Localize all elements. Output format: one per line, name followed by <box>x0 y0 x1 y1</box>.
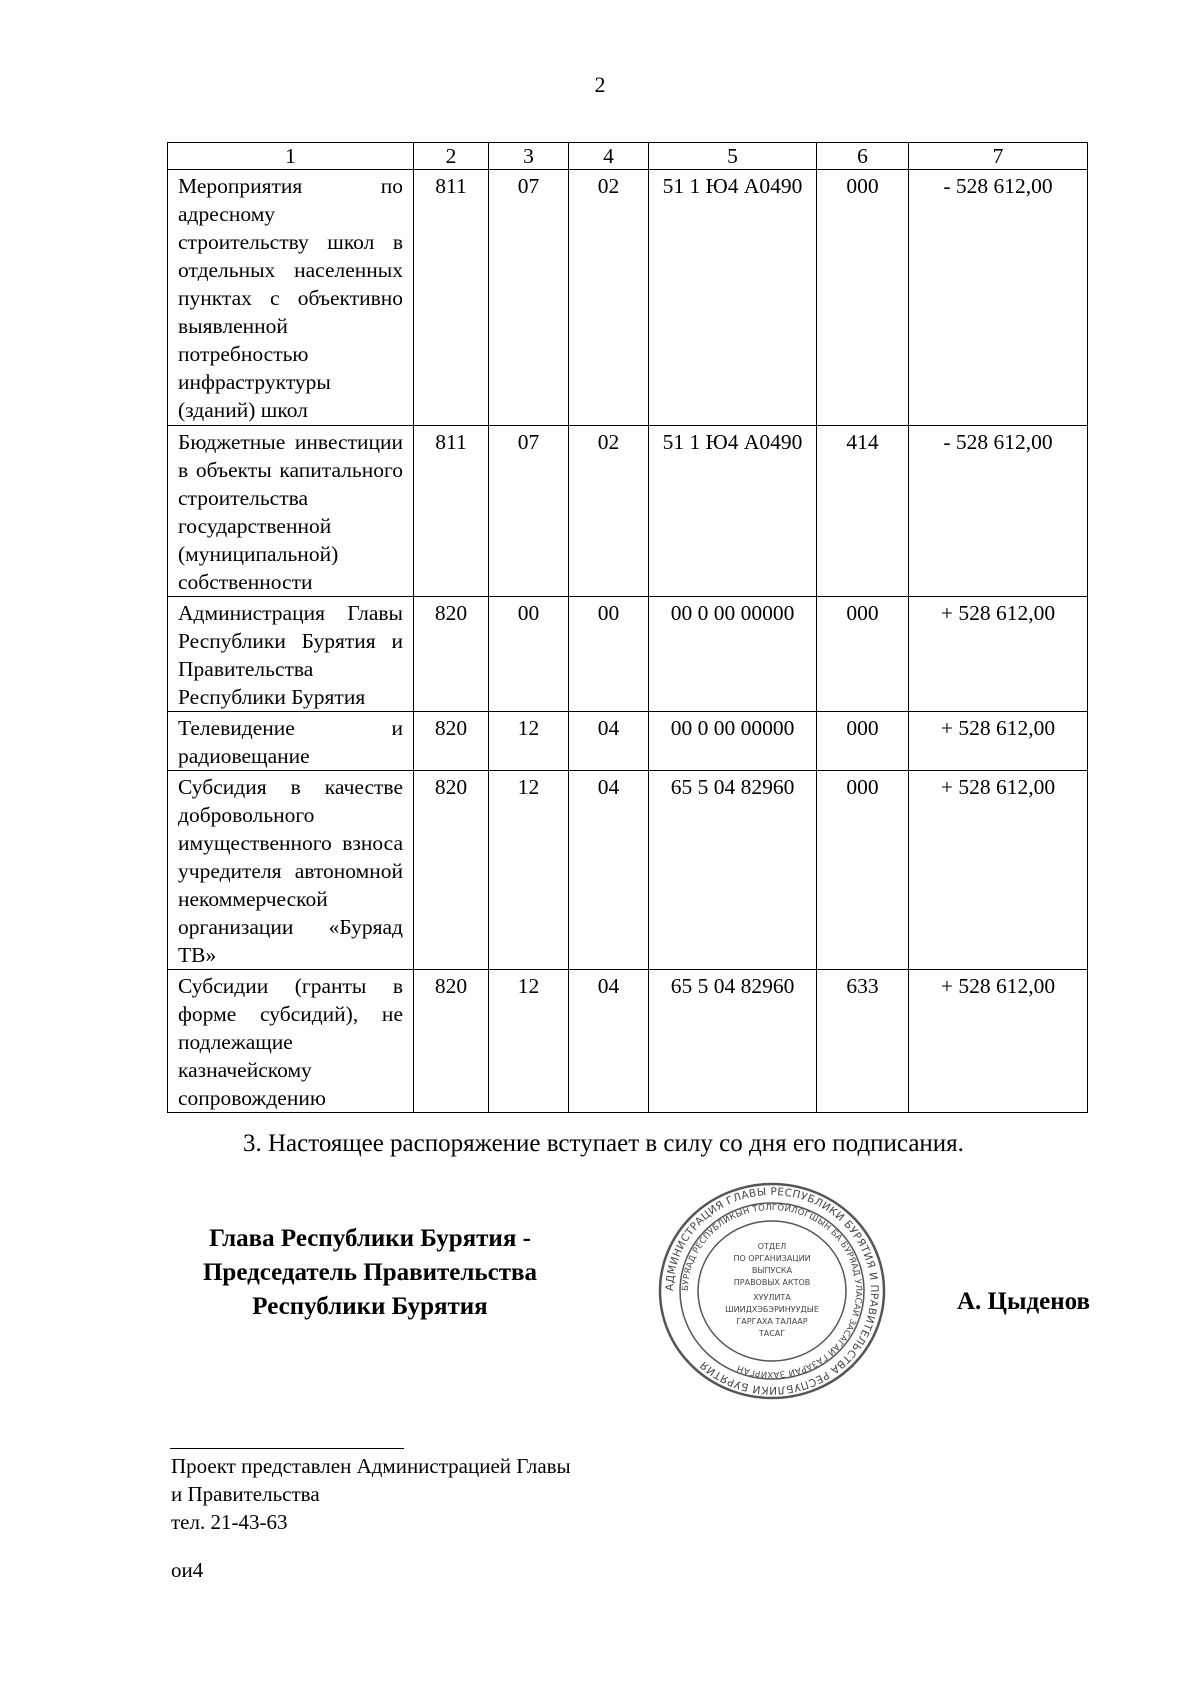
cell-amount: + 528 612,00 <box>909 712 1088 771</box>
cell-ministry-code: 811 <box>414 170 489 426</box>
signer-title-line: Республики Бурятия <box>252 1293 488 1320</box>
cell-target-article: 51 1 Ю4 А0490 <box>649 426 817 597</box>
seal-center-line: ПО ОРГАНИЗАЦИИ <box>733 1254 811 1263</box>
cell-expense-type: 000 <box>817 712 909 771</box>
cell-subsection: 04 <box>569 771 649 970</box>
cell-amount: + 528 612,00 <box>909 970 1088 1113</box>
cell-subsection: 04 <box>569 970 649 1113</box>
cell-expense-type: 000 <box>817 597 909 712</box>
seal-center-line: ШИИДХЭБЭРИНУУДЫЕ <box>725 1305 819 1314</box>
row-description: Мероприятия по адресному строительству школ в отдельных населенных пунктах с объективно выявленной потребностью инфраструктуры (зданий) школ <box>168 170 414 426</box>
cell-ministry-code: 820 <box>414 970 489 1113</box>
cell-amount: + 528 612,00 <box>909 597 1088 712</box>
cell-target-article: 00 0 00 00000 <box>649 712 817 771</box>
cell-expense-type: 414 <box>817 426 909 597</box>
cell-expense-type: 000 <box>817 771 909 970</box>
cell-expense-type: 000 <box>817 170 909 426</box>
signer-title <box>160 1222 580 1324</box>
seal-center-line: ТАСАГ <box>758 1329 786 1338</box>
cell-amount: + 528 612,00 <box>909 771 1088 970</box>
cell-ministry-code: 820 <box>414 771 489 970</box>
footnote-divider <box>170 1448 404 1449</box>
cell-subsection: 02 <box>569 170 649 426</box>
cell-section: 00 <box>489 597 569 712</box>
seal-center-line: ОТДЕЛ <box>757 1242 787 1251</box>
cell-target-article: 65 5 04 82960 <box>649 771 817 970</box>
cell-ministry-code: 820 <box>414 712 489 771</box>
signer-name: А. Цыденов <box>956 1288 1090 1315</box>
cell-section: 12 <box>489 970 569 1113</box>
signer-title-line: Председатель Правительства <box>202 1259 538 1286</box>
cell-subsection: 04 <box>569 712 649 771</box>
cell-section: 07 <box>489 170 569 426</box>
official-seal <box>657 1182 887 1400</box>
cell-subsection: 02 <box>569 426 649 597</box>
seal-center-line: ХУУЛИТА <box>753 1293 791 1302</box>
seal-outer-text: АДМИНИСТРАЦИЯ ГЛАВЫ РЕСПУБЛИКИ БУРЯТИЯ И ПРАВИТЕЛЬСТВА РЕСПУБЛИКИ БУРЯТИЯ <box>663 1185 881 1397</box>
cell-section: 12 <box>489 771 569 970</box>
row-description: Телевидение и радиовещание <box>168 712 414 771</box>
table-row <box>168 970 1088 1113</box>
seal-outer-ring <box>660 1184 884 1398</box>
table-row <box>168 712 1088 771</box>
seal-center-line: ПРАВОВЫХ АКТОВ <box>733 1278 811 1287</box>
signer-title-line: Глава Республики Бурятия - <box>209 1225 531 1252</box>
table-header-row <box>168 143 1088 170</box>
effective-date-paragraph: 3. Настоящее распоряжение вступает в силу со дня его подписания. <box>243 1130 964 1157</box>
footnote <box>171 1452 571 1536</box>
table-row <box>168 771 1088 970</box>
svg-text:БУРЯАД РЕСПУБЛИКЫН ТОЛГОЙЛОГШЫ <box>681 1202 863 1379</box>
row-description: Субсидии (гранты в форме субсидий), не подлежащие казначейскому сопровождению <box>168 970 414 1113</box>
page-number: 2 <box>594 72 606 97</box>
column-header: 2 <box>414 143 489 170</box>
row-description: Администрация Главы Республики Бурятия и Правительства Республики Бурятия <box>168 597 414 712</box>
footnote-line: Проект представлен Администрацией Главы <box>171 1454 571 1478</box>
footnote-line: тел. 21-43-63 <box>171 1510 288 1534</box>
cell-target-article: 65 5 04 82960 <box>649 970 817 1113</box>
cell-subsection: 00 <box>569 597 649 712</box>
cell-amount: - 528 612,00 <box>909 170 1088 426</box>
budget-changes-table <box>167 142 1088 1113</box>
row-description: Субсидия в качестве добровольного имущественного взноса учредителя автономной некоммерческой организации «Буряад ТВ» <box>168 771 414 970</box>
column-header: 3 <box>489 143 569 170</box>
table-row <box>168 170 1088 426</box>
cell-section: 12 <box>489 712 569 771</box>
cell-section: 07 <box>489 426 569 597</box>
column-header: 4 <box>569 143 649 170</box>
cell-target-article: 00 0 00 00000 <box>649 597 817 712</box>
cell-target-article: 51 1 Ю4 А0490 <box>649 170 817 426</box>
seal-center-line: ГАРГАХА ТАЛААР <box>736 1317 808 1326</box>
footnote-line: и Правительства <box>171 1482 320 1506</box>
column-header: 6 <box>817 143 909 170</box>
row-description: Бюджетные инвестиции в объекты капитального строительства государственной (муниципальной) собственности <box>168 426 414 597</box>
cell-ministry-code: 820 <box>414 597 489 712</box>
cell-expense-type: 633 <box>817 970 909 1113</box>
column-header: 7 <box>909 143 1088 170</box>
seal-inner-text: БУРЯАД РЕСПУБЛИКЫН ТОЛГОЙЛОГШЫН БА БУРЯАД УЛАСАЙ ЗАСАГАЙ ГАЗАРАЙ ЗАХИРГАН <box>680 1202 864 1380</box>
table-row <box>168 426 1088 597</box>
svg-text:АДМИНИСТРАЦИЯ ГЛАВЫ РЕСПУБЛИКИ <box>664 1186 880 1396</box>
document-code: ои4 <box>171 1558 204 1582</box>
column-header: 5 <box>649 143 817 170</box>
seal-center-line: ВЫПУСКА <box>751 1266 793 1275</box>
cell-amount: - 528 612,00 <box>909 426 1088 597</box>
column-header: 1 <box>168 143 414 170</box>
table-row <box>168 597 1088 712</box>
cell-ministry-code: 811 <box>414 426 489 597</box>
